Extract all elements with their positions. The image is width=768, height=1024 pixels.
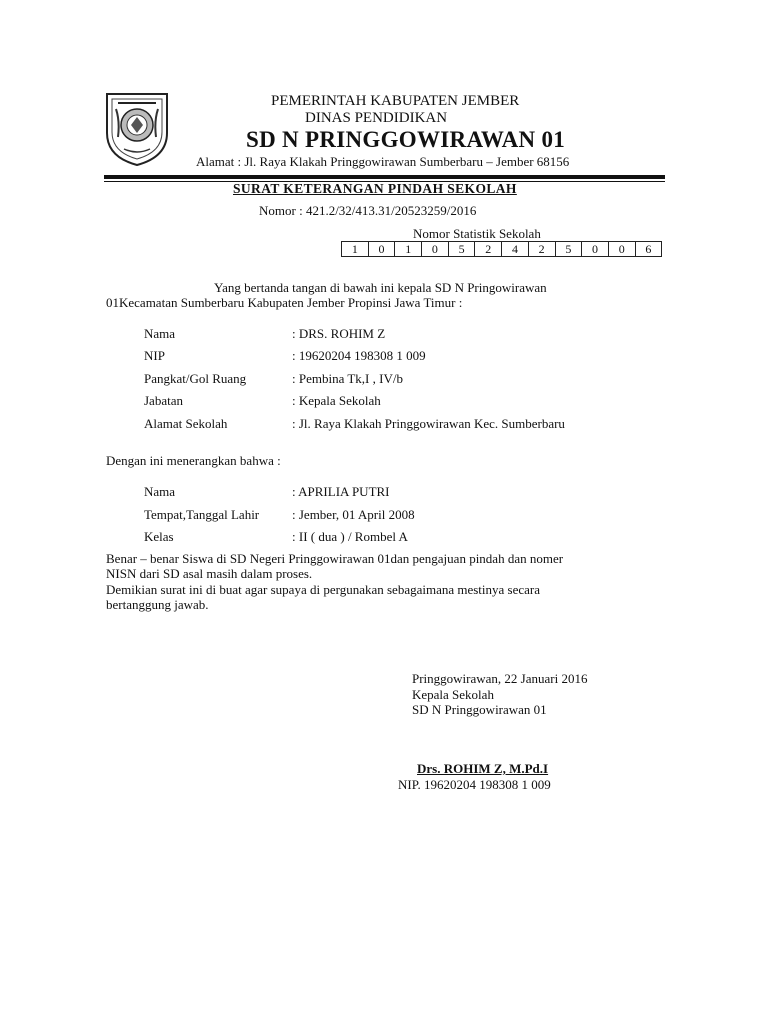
regency-emblem-logo	[104, 91, 170, 167]
nss-digit: 2	[475, 242, 502, 257]
nss-number-table	[341, 241, 662, 257]
official-name-value: : DRS. ROHIM Z	[292, 326, 386, 341]
signature-nip: NIP. 19620204 198308 1 009	[398, 777, 551, 792]
document-number: Nomor : 421.2/32/413.31/20523259/2016	[259, 203, 477, 218]
header-divider-thick	[104, 175, 665, 179]
nss-digit: 6	[635, 242, 662, 257]
official-position-value: : Kepala Sekolah	[292, 393, 381, 408]
student-name-value: : APRILIA PUTRI	[292, 484, 390, 499]
nss-digit: 0	[368, 242, 395, 257]
student-class-label: Kelas	[144, 529, 174, 544]
document-title: SURAT KETERANGAN PINDAH SEKOLAH	[233, 181, 517, 196]
nss-digit: 5	[448, 242, 475, 257]
department-header: DINAS PENDIDIKAN	[305, 110, 448, 126]
nss-digit: 5	[555, 242, 582, 257]
official-address-label: Alamat Sekolah	[144, 416, 228, 431]
official-nip-value: : 19620204 198308 1 009	[292, 348, 426, 363]
official-position-label: Jabatan	[144, 393, 183, 408]
official-rank-label: Pangkat/Gol Ruang	[144, 371, 247, 386]
nss-digit: 0	[422, 242, 449, 257]
nss-digit: 4	[502, 242, 529, 257]
official-nip-label: NIP	[144, 348, 165, 363]
intro-line-2: 01Kecamatan Sumberbaru Kabupaten Jember Propinsi Jawa Timur :	[106, 295, 463, 310]
closing-line-3: Demikian surat ini di buat agar supaya di pergunakan sebagaimana mestinya secara	[106, 582, 541, 597]
student-birth-label: Tempat,Tanggal Lahir	[144, 507, 260, 522]
signature-name: Drs. ROHIM Z, M.Pd.I	[417, 761, 549, 776]
intro-line-1: Yang bertanda tangan di bawah ini kepala SD N Pringowirawan	[214, 280, 547, 295]
closing-line-2: NISN dari SD asal masih dalam proses.	[106, 566, 313, 581]
nss-digit: 2	[528, 242, 555, 257]
official-address-value: : Jl. Raya Klakah Pringgowirawan Kec. Sumberbaru	[292, 416, 565, 431]
student-class-value: : II ( dua ) / Rombel A	[292, 529, 408, 544]
student-birth-value: : Jember, 01 April 2008	[292, 507, 415, 522]
official-rank-value: : Pembina Tk,I , IV/b	[292, 371, 403, 386]
nss-digit: 0	[582, 242, 609, 257]
school-address: Alamat : Jl. Raya Klakah Pringgowirawan Sumberbaru – Jember 68156	[196, 154, 570, 169]
nss-digit: 1	[395, 242, 422, 257]
nss-digit: 0	[608, 242, 635, 257]
nss-label: Nomor Statistik Sekolah	[413, 226, 541, 241]
statement-text: Dengan ini menerangkan bahwa :	[106, 453, 281, 468]
government-header: PEMERINTAH KABUPATEN JEMBER	[271, 93, 520, 109]
student-name-label: Nama	[144, 484, 176, 499]
closing-line-4: bertanggung jawab.	[106, 597, 209, 612]
official-name-label: Nama	[144, 326, 176, 341]
signature-school: SD N Pringgowirawan 01	[412, 702, 547, 717]
school-title: SD N PRINGGOWIRAWAN 01	[246, 127, 566, 152]
signature-place-date: Pringgowirawan, 22 Januari 2016	[412, 671, 588, 686]
signature-role: Kepala Sekolah	[412, 687, 494, 702]
closing-line-1: Benar – benar Siswa di SD Negeri Pringgowirawan 01dan pengajuan pindah dan nomer	[106, 551, 564, 566]
nss-digit: 1	[342, 242, 369, 257]
